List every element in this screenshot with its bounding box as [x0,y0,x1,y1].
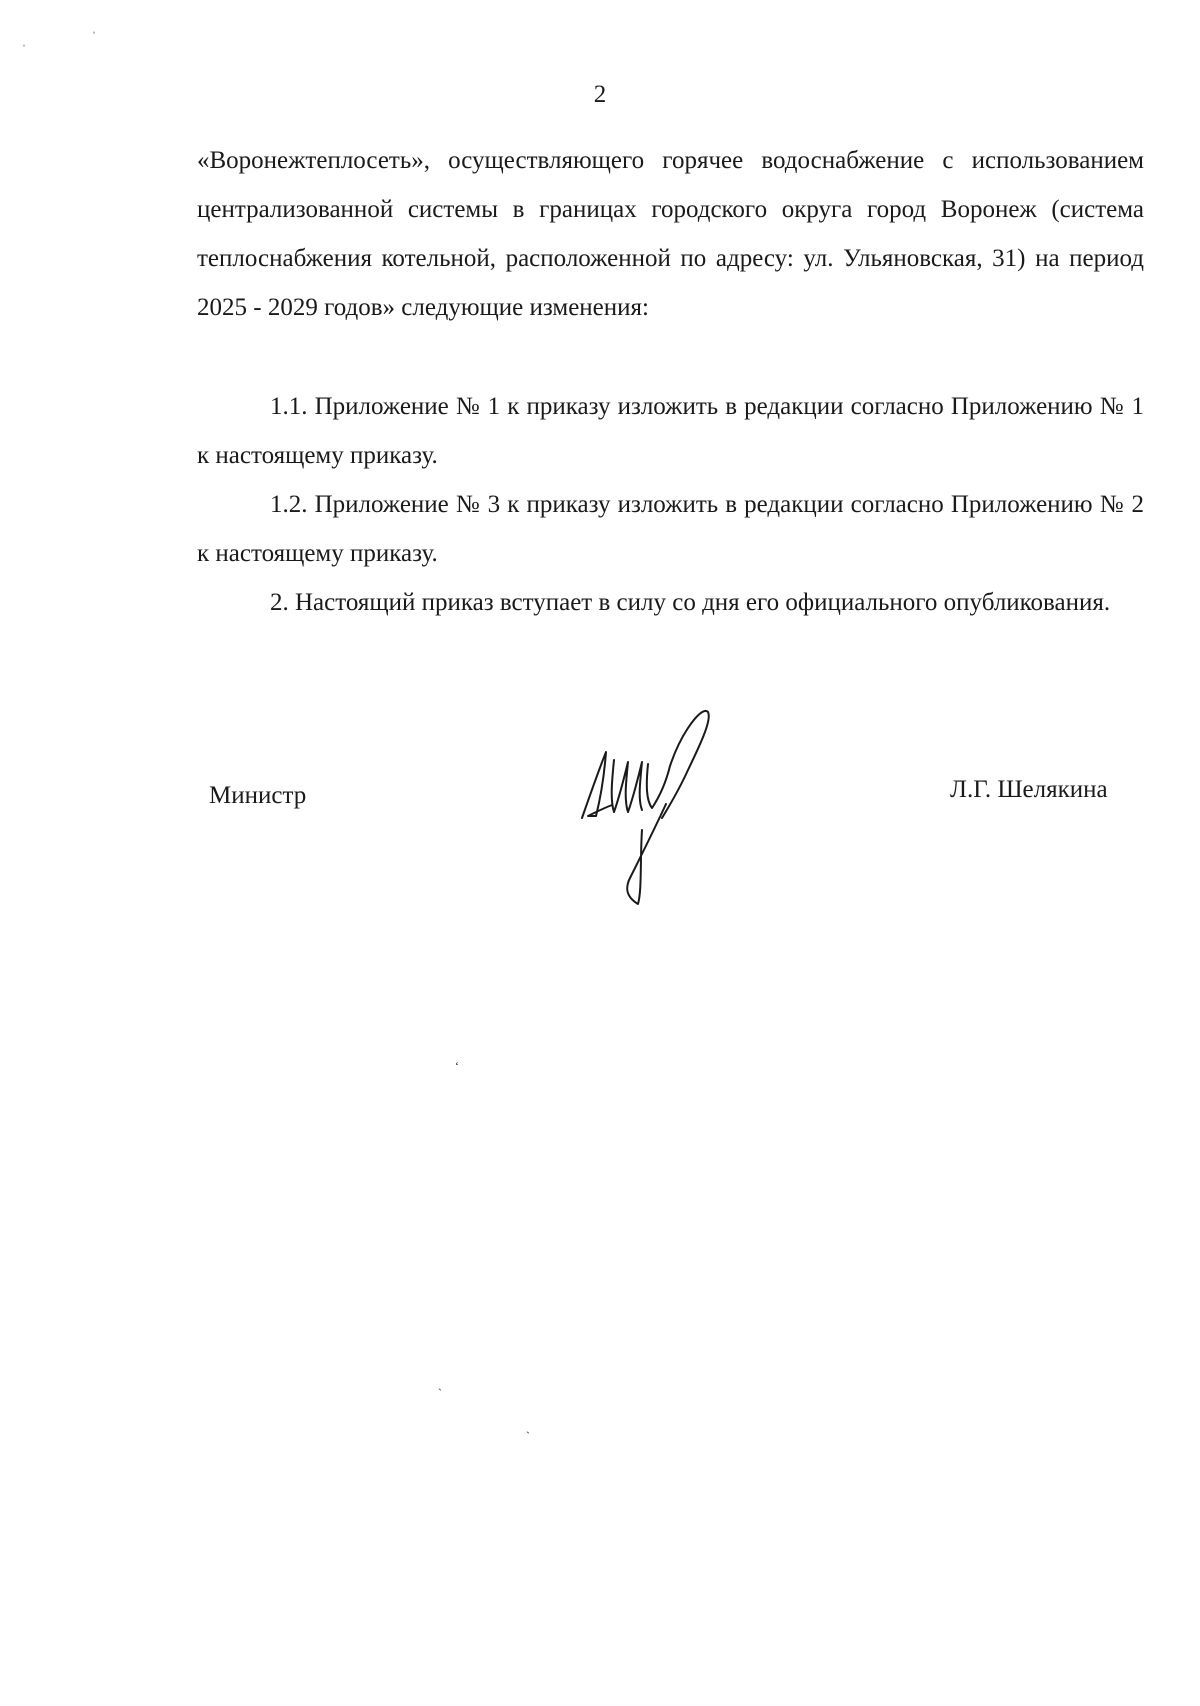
scan-speck: ʻ [455,1059,459,1073]
body-text [197,136,1144,332]
scan-speck: ˎ [438,1377,442,1391]
handwritten-signature [570,700,730,910]
signatory-title: Министр [209,782,307,809]
paragraph-continuation: «Воронежтеплосеть», осуществляющего горячее водоснабжение с использованием централизованной системы в границах городского округа город Воронеж (система теплоснабжения котельной, расположенной по адресу: ул. Ульяновская, 31) на период 2025 - 2029 годов» следующие изменения: [197,147,1144,321]
scan-speck: ˌ [22,33,26,47]
item-1-2: 1.2. Приложение № 3 к приказу изложить в редакции согласно Приложению № 2 к настоящему приказу. [197,491,1144,567]
item-1-2-block [197,480,1144,578]
item-1-1-block [197,382,1144,480]
page-number: 2 [593,81,607,108]
scan-speck: ˈ [92,29,96,43]
scan-speck: ˋ [526,1429,530,1443]
item-2-block [197,578,1144,627]
signatory-name: Л.Г. Шелякина [950,776,1108,803]
item-2: 2. Настоящий приказ вступает в силу со дня его официального опубликования. [270,589,1111,616]
item-1-1: 1.1. Приложение № 1 к приказу изложить в редакции согласно Приложению № 1 к настоящему приказу. [197,393,1144,469]
